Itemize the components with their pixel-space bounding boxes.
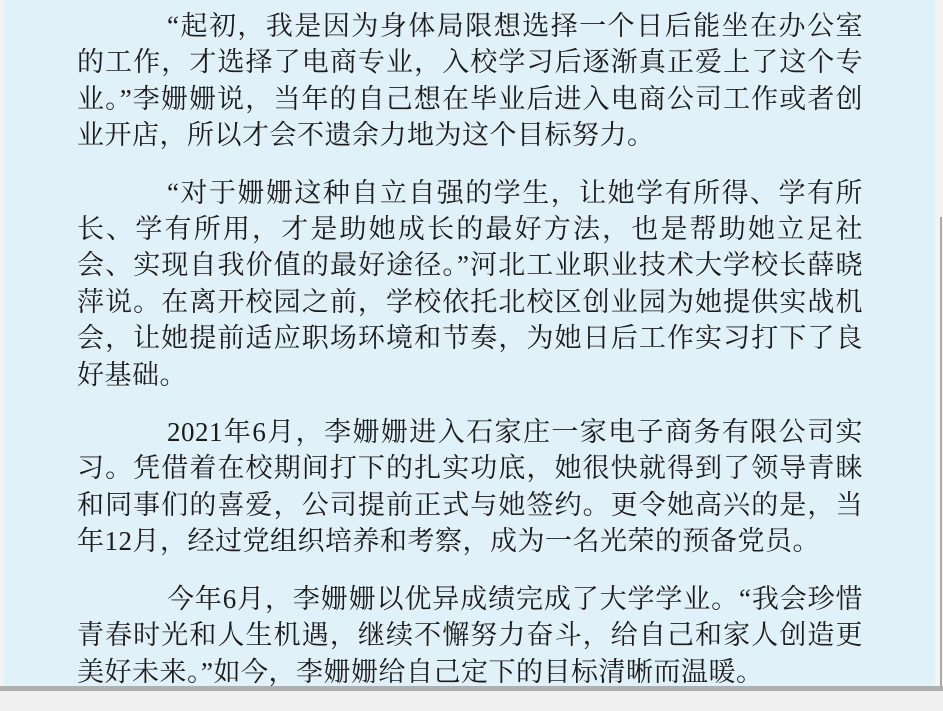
- article-body: [77, 8, 863, 711]
- scrollbar-track[interactable]: [935, 0, 943, 691]
- paragraph: “对于姗姗这种自立自强的学生，让她学有所得、学有所长、学有所用，才是助她成长的最好方法，也是帮助她立足社会、实现自我价值的最好途径。”河北工业职业技术大学校长薛晓萍说。在离开校园之前，学校依托北校区创业园为她提供实战机会，让她提前适应职场环境和节奏，为她日后工作实习打下了良好基础。: [77, 177, 863, 390]
- scrollbar-thumb[interactable]: [940, 217, 942, 691]
- article-page: [4, 0, 935, 686]
- bottom-window-edge: [0, 686, 943, 691]
- paragraph: 2021年6月，李姗姗进入石家庄一家电子商务有限公司实习。凭借着在校期间打下的扎实功底，她很快就得到了领导青睐和同事们的喜爱，公司提前正式与她签约。更令她高兴的是，当年12月，经过党组织培养和考察，成为一名光荣的预备党员。: [77, 417, 863, 557]
- paragraph: “起初，我是因为身体局限想选择一个日后能坐在办公室的工作，才选择了电商专业，入校学习后逐渐真正爱上了这个专业。”李姗姗说，当年的自己想在毕业后进入电商公司工作或者创业开店，所以才会不遗余力地为这个目标努力。: [77, 11, 863, 151]
- paragraph: 今年6月，李姗姗以优异成绩完成了大学学业。“我会珍惜青春时光和人生机遇，继续不懈努力奋斗，给自己和家人创造更美好未来。”如今，李姗姗给自己定下的目标清晰而温暖。: [77, 583, 863, 687]
- left-window-edge: [0, 0, 4, 691]
